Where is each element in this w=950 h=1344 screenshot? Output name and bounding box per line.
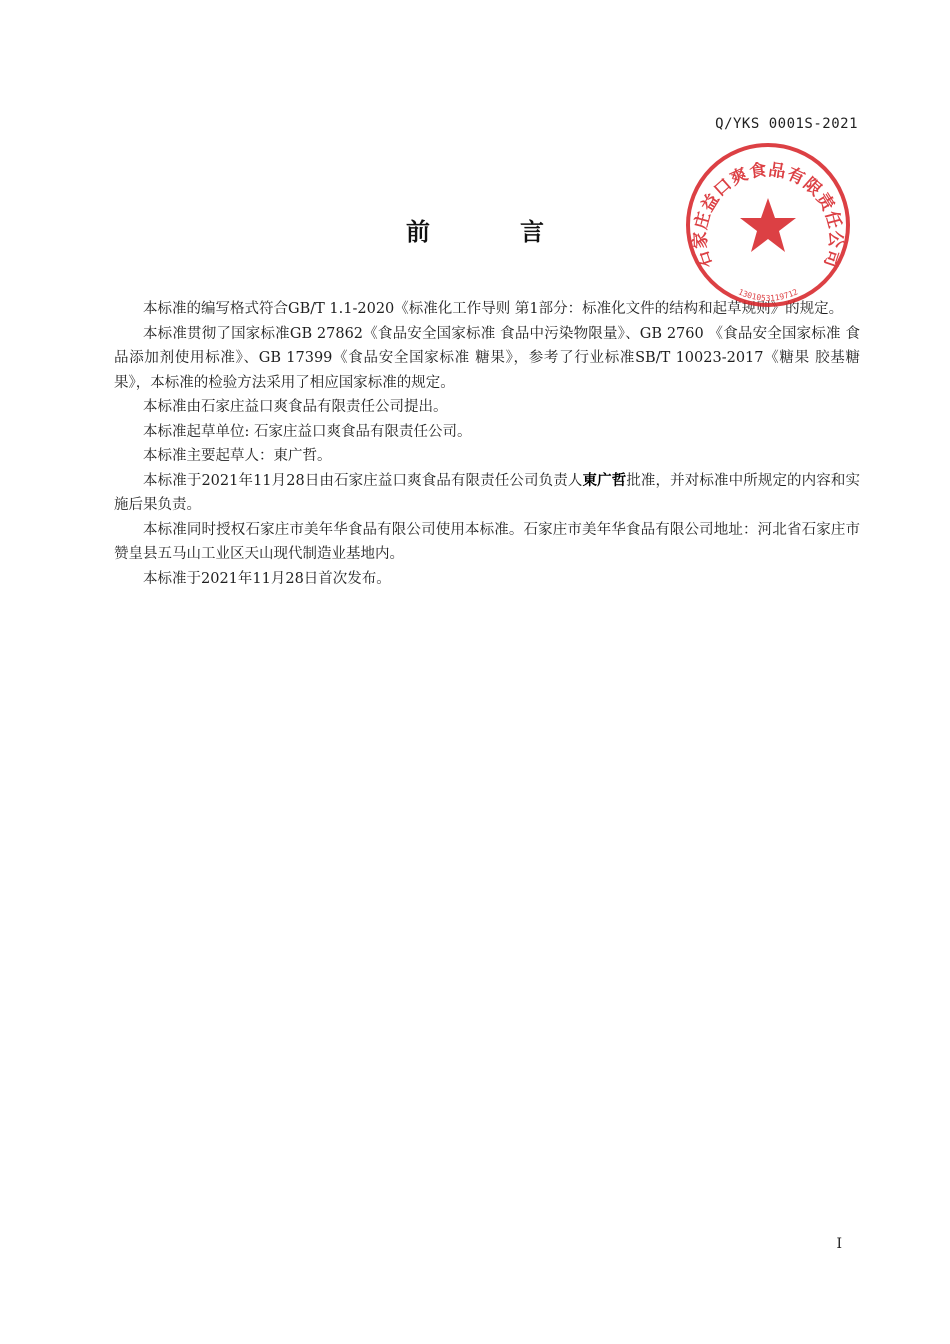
document-code: Q/YKS 0001S-2021 (715, 116, 858, 132)
foreword-body (114, 297, 860, 591)
approval-text-start: 本标准于2021年11月28日由石家庄益口爽食品有限责任公司负责人 (143, 472, 583, 489)
paragraph-release: 本标准于2021年11月28日首次发布。 (143, 570, 391, 587)
seal-company-text: 石家庄益口爽食品有限责任公司 (690, 160, 846, 271)
page-title (0, 212, 950, 247)
paragraph-standards: 本标准贯彻了国家标准GB 27862《食品安全国家标准 食品中污染物限量》、GB 2760 《食品安全国家标准 食品添加剂使用标准》、GB 17399《食品安全国家标准 糖果》，参考了行业标准SB/T 10023-2017《糖果 胶基糖果》，本标准的检验方法采用了相应国家标准的规定。 (114, 325, 860, 391)
paragraph-proposer: 本标准由石家庄益口爽食品有限责任公司提出。 (143, 399, 448, 415)
paragraph-drafting-unit: 本标准起草单位: 石家庄益口爽食品有限责任公司。 (143, 423, 472, 440)
title-char-1: 前 (406, 218, 430, 246)
paragraph-approval (114, 469, 860, 518)
paragraph-drafter: 本标准主要起草人：東广哲。 (143, 448, 332, 464)
paragraph-authorization: 本标准同时授权石家庄市美年华食品有限公司使用本标准。石家庄市美年华食品有限公司地址：河北省石家庄市赞皇县五马山工业区天山现代制造业基地内。 (114, 521, 860, 562)
page-number: I (836, 1236, 842, 1252)
approver-name: 東广哲 (582, 472, 627, 489)
approval-text-end: 批准，并对标准中所规定的内容和实施后果负责。 (114, 472, 861, 513)
title-char-2: 言 (520, 218, 544, 246)
seal-number-text: 1301053119712 (736, 287, 800, 303)
paragraph-format: 本标准的编写格式符合GB/T 1.1-2020《标准化工作导则 第1部分：标准化文件的结构和起草规则》的规定。 (143, 301, 844, 317)
